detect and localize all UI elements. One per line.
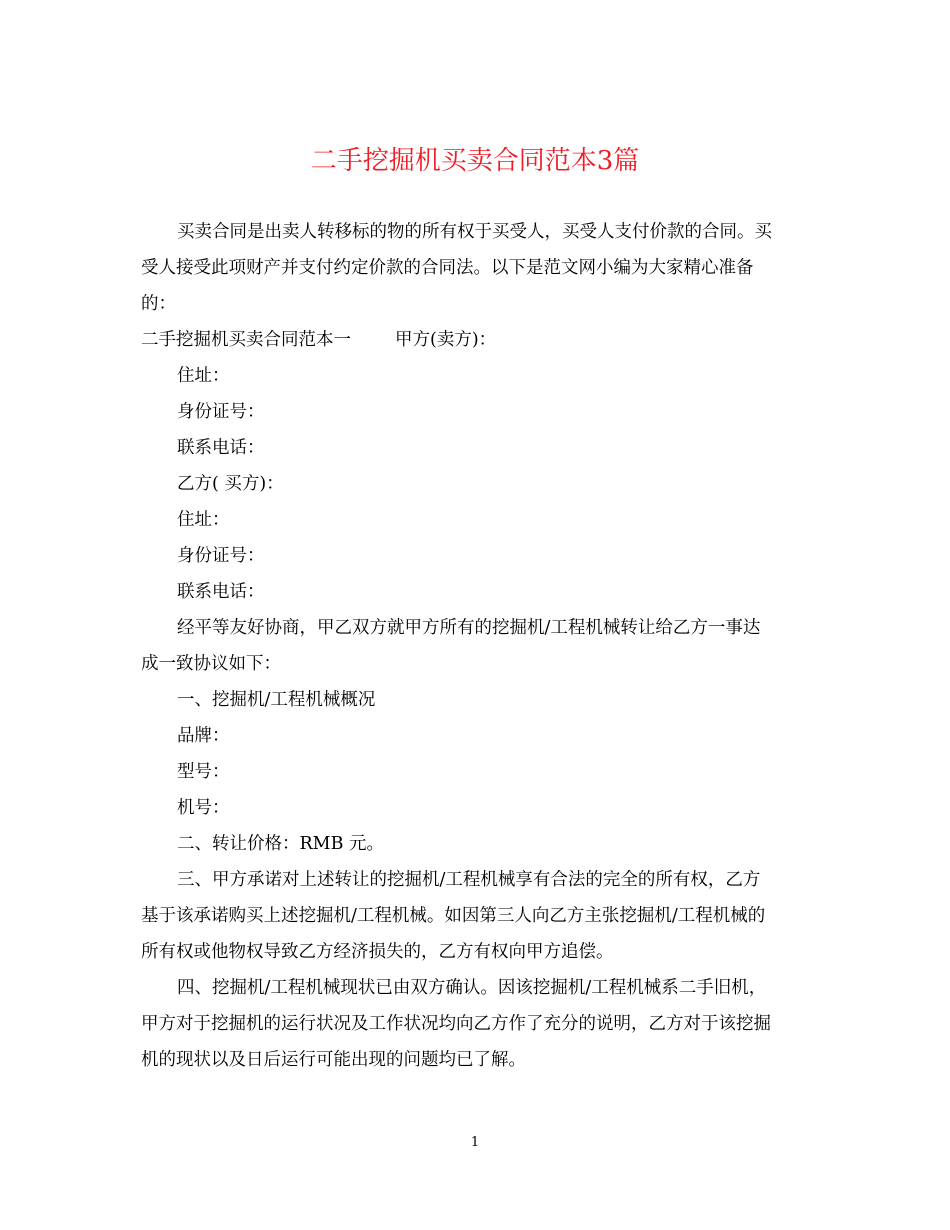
section-heading: 二手挖掘机买卖合同范本一: [141, 330, 351, 350]
intro-line-3: 的：: [141, 294, 176, 314]
document-body: [141, 214, 813, 1078]
agreement-intro-line-1: 经平等友好协商，甲乙双方就甲方所有的挖掘机/工程机械转让给乙方一事达: [177, 618, 761, 638]
clause-3-line-3: 所有权或他物权导致乙方经济损失的，乙方有权向甲方追偿。: [141, 942, 614, 962]
agreement-intro-line-2: 成一致协议如下：: [141, 654, 281, 674]
party-b-label: 乙方( 买方)：: [177, 474, 284, 494]
party-a-phone: 联系电话：: [177, 438, 265, 458]
party-b-phone: 联系电话：: [177, 582, 265, 602]
document-title: 二手挖掘机买卖合同范本3篇: [310, 146, 640, 176]
party-a-id-number: 身份证号：: [177, 402, 265, 422]
party-a-label: 甲方(卖方)：: [395, 330, 497, 350]
clause-1-serial: 机号：: [177, 798, 230, 818]
clause-4-line-2: 甲方对于挖掘机的运行状况及工作状况均向乙方作了充分的说明，乙方对于该挖掘: [141, 1014, 771, 1034]
clause-1-title: 一、挖掘机/工程机械概况: [177, 690, 376, 710]
clause-3-line-2: 基于该承诺购买上述挖掘机/工程机械。如因第三人向乙方主张挖掘机/工程机械的: [141, 906, 766, 926]
section-heading-line: [141, 322, 813, 358]
clause-1-model: 型号：: [177, 762, 230, 782]
party-a-address: 住址：: [177, 366, 230, 386]
page-number: 1: [470, 1135, 480, 1150]
clause-4-line-1: 四、挖掘机/工程机械现状已由双方确认。因该挖掘机/工程机械系二手旧机，: [177, 978, 767, 998]
clause-1-brand: 品牌：: [177, 726, 230, 746]
party-b-id-number: 身份证号：: [177, 546, 265, 566]
clause-4-line-3: 机的现状以及日后运行可能出现的问题均已了解。: [141, 1050, 526, 1070]
clause-3-line-1: 三、甲方承诺对上述转让的挖掘机/工程机械享有合法的完全的所有权，乙方: [177, 870, 761, 890]
clause-2-price: 二、转让价格：RMB 元。: [177, 834, 385, 854]
intro-line-2: 受人接受此项财产并支付约定价款的合同法。以下是范文网小编为大家精心准备: [141, 258, 754, 278]
party-b-address: 住址：: [177, 510, 230, 530]
intro-line-1: 买卖合同是出卖人转移标的物的所有权于买受人，买受人支付价款的合同。买: [177, 222, 772, 242]
